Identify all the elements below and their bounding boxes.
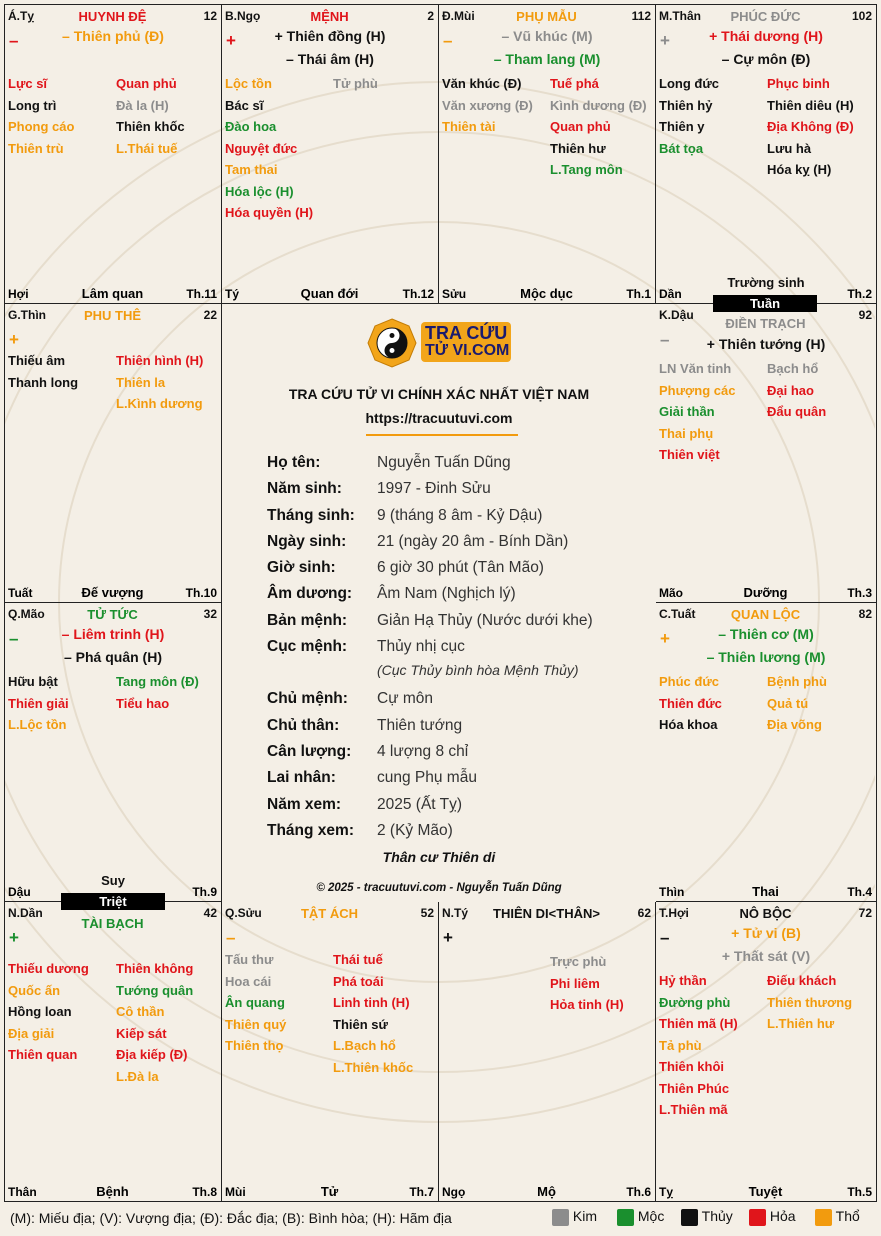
site-url[interactable]: https://tracuutuvi.com: [365, 410, 513, 426]
than-cu-text: Thân cư Thiên di: [382, 849, 496, 865]
info-label: Họ tên:: [267, 454, 321, 471]
minor-star: Thiên hỷ: [659, 97, 713, 113]
palace-hoi[interactable]: [656, 902, 876, 1201]
minor-star: Thiên la: [116, 374, 166, 390]
info-row: [267, 450, 593, 476]
moc-swatch: [617, 1209, 634, 1226]
minor-star: Hỷ thần: [659, 973, 707, 988]
info-label: Lai nhân:: [267, 769, 336, 787]
minor-star: Long trì: [8, 97, 57, 113]
palace-name: TẬT ÁCH: [300, 906, 359, 921]
palace-dia: Mão: [659, 586, 683, 600]
palace-can: N.Tý: [442, 906, 469, 920]
palace-dia: Tuất: [8, 586, 33, 600]
palace-name: TÀI BẠCH: [81, 916, 144, 931]
minor-star: Thiếu âm: [8, 353, 66, 368]
minor-star: Thiên hình (H): [116, 353, 204, 368]
info-label: Ngày sinh:: [267, 532, 347, 550]
legend-label: Hỏa: [769, 1208, 796, 1224]
minor-star: Thiên thương: [767, 994, 853, 1010]
url-divider: [366, 434, 518, 436]
palace-month: Th.11: [186, 287, 217, 301]
palace-can: N.Dần: [8, 906, 43, 920]
info-value: 4 lượng 8 chỉ: [377, 742, 469, 760]
minor-star: Thái tuế: [333, 952, 383, 967]
palace-can: M.Thân: [659, 9, 701, 23]
minor-star: Phục binh: [767, 76, 830, 91]
palace-name: PHU THÊ: [83, 308, 142, 323]
info-row: [267, 581, 593, 607]
minor-star: Bệnh phù: [767, 674, 827, 689]
palace-age: 22: [203, 308, 217, 322]
major-star: + Thiên đồng (H): [274, 28, 386, 44]
palace-dia: Dần: [659, 287, 682, 301]
minor-star: Thiên thọ: [225, 1038, 284, 1053]
palace-ngo[interactable]: [222, 5, 439, 304]
minor-star: Quả tú: [767, 695, 809, 711]
minor-star: L.Bạch hổ: [333, 1038, 396, 1053]
minor-star: Thai phụ: [659, 425, 714, 441]
legend-label: Thủy: [701, 1208, 733, 1224]
triet-marker: Triệt: [61, 893, 165, 910]
minor-star: L.Thiên khốc: [333, 1059, 414, 1075]
major-star: + Tử vi (B): [731, 925, 801, 941]
palace-month: Th.9: [192, 885, 217, 899]
palace-dia: Ngọ: [442, 1185, 466, 1199]
palace-tyi[interactable]: [439, 902, 656, 1201]
minor-star: Thiên hư: [550, 140, 606, 156]
palace-thin[interactable]: [5, 304, 222, 603]
major-star: + Thiên tướng (H): [706, 336, 826, 352]
minor-star: Thiên không: [116, 961, 194, 976]
minor-star: Kiếp sát: [116, 1025, 167, 1041]
truong-sinh: Tử: [320, 1184, 339, 1199]
info-label: Chủ mệnh:: [267, 690, 348, 708]
palace-name: ĐIỀN TRẠCH: [725, 316, 806, 331]
major-star: – Thiên phủ (Đ): [62, 28, 164, 44]
info-label: Giờ sinh:: [267, 559, 336, 577]
minor-star: Bát tọa: [659, 140, 704, 156]
info-row: [267, 765, 593, 791]
minor-star: Hỏa tinh (H): [550, 997, 624, 1012]
minor-star: Bác sĩ: [225, 97, 264, 113]
minor-star: Hóa lộc (H): [225, 183, 294, 199]
minor-star: Đà la (H): [116, 97, 169, 113]
minor-star: Phượng các: [659, 382, 736, 398]
yin-yang-icon: [367, 318, 417, 368]
legend-label: Mộc: [637, 1208, 665, 1224]
palace-age: 82: [858, 607, 872, 621]
minor-star: Thiếu dương: [8, 961, 89, 976]
minor-star: Thiên khôi: [659, 1059, 724, 1074]
legend-text: (M): Miếu địa; (V): Vượng địa; (Đ): Đắc địa; (B): Bình hòa; (H): Hãm địa: [10, 1210, 452, 1226]
palace-month: Th.6: [626, 1185, 651, 1199]
minor-star: Tấu thư: [225, 952, 274, 967]
palace-age: 52: [420, 906, 434, 920]
palace-tuat[interactable]: [656, 603, 876, 902]
legend-bar: [0, 1204, 881, 1232]
yin-yang-sign: –: [9, 629, 19, 648]
truong-sinh: Dưỡng: [743, 585, 788, 600]
info-row: [267, 634, 593, 660]
minor-star: Hóa kỵ (H): [767, 162, 832, 177]
minor-star: Phi liêm: [550, 975, 600, 991]
truong-sinh: Quan đới: [300, 286, 359, 301]
info-value: cung Phụ mẫu: [377, 769, 477, 787]
minor-star: Long đức: [659, 76, 719, 91]
palace-name: HUYNH ĐỆ: [78, 9, 147, 24]
yin-yang-sign: +: [9, 330, 19, 349]
palace-age: 12: [203, 9, 217, 23]
major-star: – Thái âm (H): [286, 51, 374, 67]
minor-star: Thiên trù: [8, 140, 64, 156]
major-star: – Cự môn (Đ): [721, 51, 811, 67]
info-label: Chủ thân:: [267, 716, 340, 734]
palace-dia: Hợi: [8, 287, 29, 301]
info-row: [267, 608, 593, 634]
palace-age: 42: [203, 906, 217, 920]
major-star: – Liêm trinh (H): [61, 626, 165, 642]
truong-sinh: Mộ: [537, 1184, 556, 1199]
info-label: Âm dương:: [267, 585, 353, 603]
minor-star: Phá toái: [333, 973, 384, 989]
info-value: Giản Hạ Thủy (Nước dưới khe): [377, 611, 593, 629]
palace-dia: Tý: [225, 287, 240, 301]
info-row: [267, 529, 593, 555]
palace-than[interactable]: [656, 5, 876, 311]
minor-star: Quốc ấn: [8, 982, 61, 998]
info-value: (Cục Thủy bình hòa Mệnh Thủy): [377, 662, 579, 679]
minor-star: Lưu hà: [767, 140, 812, 156]
thuy-swatch: [681, 1209, 698, 1226]
minor-star: Đào hoa: [225, 119, 277, 134]
minor-star: Trực phù: [550, 954, 607, 969]
minor-star: Bạch hổ: [767, 361, 819, 376]
minor-star: Địa võng: [767, 717, 822, 732]
logo-text-line1: TRA CỨU: [425, 323, 508, 343]
info-value: 9 (tháng 8 âm - Kỷ Dậu): [377, 506, 543, 524]
info-row: [267, 660, 593, 686]
minor-star: Thiên quan: [8, 1047, 78, 1062]
palace-age: 102: [851, 9, 872, 23]
info-row: [267, 686, 593, 712]
info-row: [267, 739, 593, 765]
info-row: [267, 818, 593, 844]
palace-suu[interactable]: [222, 902, 439, 1201]
palace-age: 112: [631, 9, 651, 23]
palace-month: Th.10: [185, 586, 217, 600]
palace-can: K.Dậu: [659, 308, 694, 322]
info-label: Bản mệnh:: [267, 611, 348, 629]
minor-star: Lộc tồn: [225, 76, 272, 91]
palace-dia: Thìn: [659, 885, 685, 899]
truong-sinh: Tuyệt: [748, 1184, 783, 1199]
yin-yang-sign: +: [660, 31, 670, 50]
legend-item-tho: [815, 1208, 860, 1226]
truong-sinh: Trường sinh: [727, 275, 805, 290]
palace-age: 92: [858, 308, 872, 322]
legend-item-kim: [552, 1208, 597, 1226]
site-title: TRA CỨU TỬ VI CHÍNH XÁC NHẤT VIỆT NAM: [288, 386, 590, 402]
minor-star: Tả phù: [659, 1037, 702, 1053]
info-row: [267, 792, 593, 818]
yin-yang-sign: –: [226, 928, 236, 947]
legend-item-thuy: [681, 1208, 733, 1226]
major-star: – Vũ khúc (M): [501, 28, 593, 44]
minor-star: Thiên diêu (H): [767, 97, 854, 113]
palace-age: 72: [858, 906, 872, 920]
info-row: [267, 713, 593, 739]
palace-month: Th.4: [847, 885, 872, 899]
minor-star: Hồng loan: [8, 1004, 72, 1019]
minor-star: Tử phù: [333, 76, 378, 91]
minor-star: Cô thần: [116, 1004, 165, 1019]
info-value: Nguyễn Tuấn Dũng: [377, 454, 511, 471]
palace-month: Th.12: [402, 287, 434, 301]
minor-star: Hóa khoa: [659, 717, 718, 732]
truong-sinh: Lâm quan: [81, 286, 144, 301]
minor-star: Thiên giải: [8, 695, 69, 711]
palace-month: Th.5: [847, 1185, 872, 1199]
palace-dia: Dậu: [8, 885, 31, 899]
palace-name: NÔ BỘC: [739, 906, 792, 921]
palace-dan[interactable]: [5, 902, 222, 1201]
minor-star: Giải thần: [659, 404, 715, 419]
palace-month: Th.7: [409, 1185, 434, 1199]
info-value: 2025 (Ất Tỵ): [377, 795, 463, 813]
palace-can: Đ.Mùi: [442, 9, 475, 23]
minor-star: L.Đà la: [116, 1068, 159, 1084]
palace-name: QUAN LỘC: [730, 607, 801, 622]
minor-star: Thiên khốc: [116, 119, 185, 134]
palace-mao[interactable]: [5, 603, 222, 909]
minor-star: Quan phủ: [550, 119, 611, 134]
major-star: + Thái dương (H): [709, 28, 823, 44]
info-label: Năm sinh:: [267, 480, 342, 498]
yin-yang-sign: –: [660, 330, 670, 349]
minor-star: Nguyệt đức: [225, 140, 298, 156]
minor-star: L.Thiên mã: [659, 1102, 728, 1117]
legend-label: Thổ: [835, 1208, 860, 1224]
palace-name: PHÚC ĐỨC: [730, 9, 801, 24]
palace-name: TỬ TỨC: [87, 607, 138, 622]
palace-dia: Thân: [8, 1185, 37, 1199]
info-label: Cân lượng:: [267, 742, 352, 760]
legend-item-hoa: [749, 1208, 796, 1226]
hoa-swatch: [749, 1209, 766, 1226]
minor-star: Thiên mã (H): [659, 1016, 738, 1031]
info-value: 21 (ngày 20 âm - Bính Dần): [377, 532, 569, 550]
truong-sinh: Bệnh: [96, 1184, 129, 1199]
truong-sinh: Đế vượng: [81, 585, 144, 600]
truong-sinh: Mộc dục: [520, 286, 573, 301]
minor-star: Thiên đức: [659, 695, 722, 711]
minor-star: L.Thiên hư: [767, 1016, 835, 1031]
palace-month: Th.2: [847, 287, 872, 301]
palace-dia: Tỵ: [659, 1185, 674, 1199]
yin-yang-sign: +: [660, 629, 670, 648]
minor-star: Địa Không (Đ): [767, 119, 854, 134]
yin-yang-sign: +: [9, 928, 19, 947]
minor-star: Tiểu hao: [116, 695, 170, 711]
minor-star: Phong cáo: [8, 119, 75, 134]
legend-label: Kim: [572, 1208, 598, 1224]
major-star: – Tham lang (M): [493, 51, 601, 67]
yin-yang-sign: +: [443, 928, 453, 947]
minor-star: Tuế phá: [550, 76, 599, 91]
info-label: Tháng sinh:: [267, 506, 355, 524]
minor-star: Thiên sứ: [333, 1016, 388, 1032]
palace-month: Th.3: [847, 586, 872, 600]
center-info-panel: [222, 304, 656, 902]
logo-text-line2: TỬ VI.COM: [425, 342, 510, 359]
minor-star: Quan phủ: [116, 76, 177, 91]
palace-can: G.Thìn: [8, 308, 46, 322]
info-value: 6 giờ 30 phút (Tân Mão): [377, 559, 544, 577]
info-value: Thiên tướng: [377, 716, 463, 734]
palace-name: PHỤ MẪU: [516, 9, 577, 24]
info-value: 1997 - Đinh Sửu: [377, 480, 491, 498]
palace-dia: Mùi: [225, 1185, 246, 1199]
truong-sinh: Suy: [101, 873, 125, 888]
minor-star: Thiên việt: [659, 447, 720, 462]
info-row: [267, 476, 593, 502]
truong-sinh: Thai: [752, 884, 779, 899]
palace-age: 2: [427, 9, 434, 23]
info-value: Thủy nhị cục: [377, 638, 465, 656]
tuan-marker: Tuần: [713, 295, 817, 312]
minor-star: Kình dương (Đ): [550, 97, 647, 113]
minor-star: Tướng quân: [116, 982, 194, 998]
palace-can: Q.Sửu: [225, 906, 262, 920]
palace-age: 62: [637, 906, 651, 920]
minor-star: Điếu khách: [767, 973, 837, 988]
personal-info: [267, 450, 593, 844]
minor-star: Đường phù: [659, 994, 731, 1010]
yin-yang-sign: –: [660, 928, 670, 947]
palace-name: THIÊN DI<THÂN>: [493, 906, 600, 921]
info-value: 2 (Kỷ Mão): [377, 821, 453, 839]
minor-star: Thanh long: [8, 374, 79, 390]
palace-age: 32: [203, 607, 217, 621]
info-value: Âm Nam (Nghịch lý): [377, 585, 516, 603]
palace-can: C.Tuất: [659, 607, 696, 621]
minor-star: Hoa cái: [225, 973, 272, 989]
minor-star: L.Tang môn: [550, 162, 623, 177]
major-star: – Thiên cơ (M): [718, 626, 814, 642]
minor-star: L.Lộc tồn: [8, 717, 67, 732]
major-star: – Phá quân (H): [63, 649, 162, 665]
info-row: [267, 555, 593, 581]
minor-star: Thiên quý: [225, 1016, 287, 1032]
info-row: [267, 503, 593, 529]
minor-star: Văn xương (Đ): [442, 97, 533, 113]
minor-star: Linh tinh (H): [333, 995, 410, 1010]
palace-can: Q.Mão: [8, 607, 45, 621]
minor-star: Hóa quyền (H): [225, 205, 314, 220]
legend-item-moc: [617, 1208, 664, 1226]
minor-star: Tang môn (Đ): [116, 674, 199, 689]
horoscope-board: [4, 4, 877, 1202]
minor-star: Phúc đức: [659, 674, 719, 689]
copyright-text: © 2025 - tracuutuvi.com - Nguyễn Tuấn Dũng: [316, 882, 562, 894]
info-label: Cục mệnh:: [267, 638, 348, 656]
tho-swatch: [815, 1209, 832, 1226]
minor-star: Ân quang: [225, 995, 285, 1010]
palace-can: Á.Tỵ: [8, 9, 35, 23]
info-value: Cự môn: [377, 690, 434, 708]
palace-month: Th.8: [192, 1185, 217, 1199]
major-star: + Thất sát (V): [721, 948, 811, 964]
palace-can: T.Hợi: [659, 906, 689, 920]
yin-yang-sign: +: [226, 31, 236, 50]
minor-star: Thiên y: [659, 119, 705, 134]
palace-ty[interactable]: [5, 5, 222, 304]
minor-star: Hữu bật: [8, 674, 58, 689]
site-logo[interactable]: [367, 318, 510, 368]
palace-name: MỆNH: [310, 9, 349, 24]
major-star: – Thiên lương (M): [706, 649, 826, 665]
palace-month: Th.1: [626, 287, 651, 301]
minor-star: Đẩu quân: [767, 404, 827, 419]
minor-star: L.Kình dương: [116, 396, 203, 411]
minor-star: LN Văn tinh: [659, 361, 732, 376]
minor-star: Thiên Phúc: [659, 1080, 730, 1096]
minor-star: Thiên tài: [442, 119, 496, 134]
minor-star: L.Thái tuế: [116, 140, 178, 156]
yin-yang-sign: –: [9, 31, 19, 50]
yin-yang-sign: –: [443, 31, 453, 50]
info-label: Năm xem:: [267, 795, 342, 813]
minor-star: Địa kiếp (Đ): [116, 1047, 188, 1062]
palace-dau[interactable]: [656, 304, 876, 603]
palace-can: B.Ngọ: [225, 9, 261, 23]
minor-star: Văn khúc (Đ): [442, 76, 522, 91]
palace-dia: Sửu: [442, 287, 467, 301]
minor-star: Tam thai: [225, 162, 278, 177]
minor-star: Địa giải: [8, 1025, 55, 1041]
minor-star: Đại hao: [767, 382, 814, 398]
kim-swatch: [552, 1209, 569, 1226]
minor-star: Lực sĩ: [8, 76, 48, 91]
info-label: Tháng xem:: [267, 821, 354, 839]
palace-mui[interactable]: [439, 5, 656, 304]
